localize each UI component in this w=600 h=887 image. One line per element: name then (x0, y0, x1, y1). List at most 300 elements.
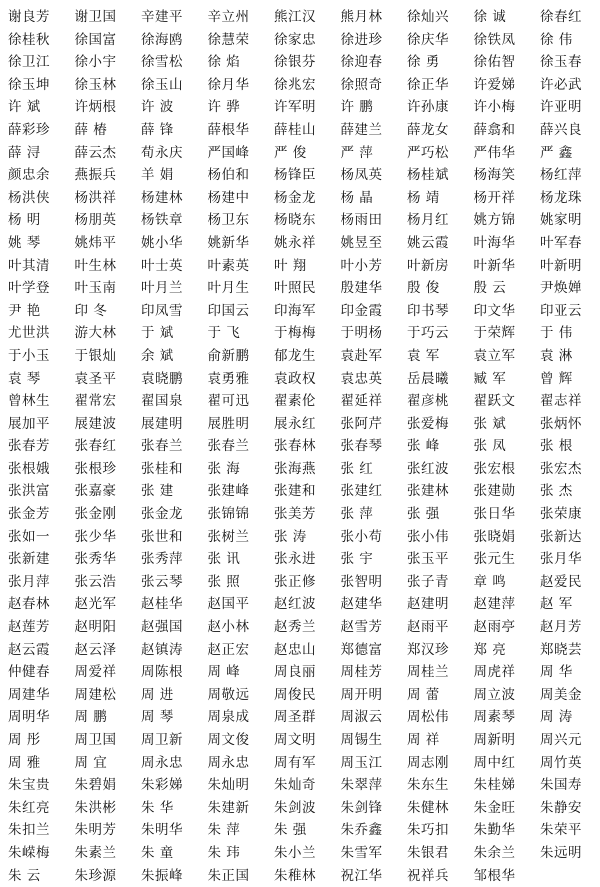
name-entry: 徐桂秋 (8, 31, 50, 48)
name-entry: 辛立州 (207, 9, 250, 25)
name-entry: 朱彩娣 (141, 777, 183, 794)
name-entry: 徐照奇 (340, 76, 383, 93)
name-entry: 杨开祥 (473, 189, 516, 206)
name-entry: 朱振峰 (141, 867, 183, 884)
name-entry: 张春兰 (141, 438, 183, 455)
name-entry: 姚云霞 (407, 234, 449, 251)
name-entry: 张晓娟 (473, 528, 516, 545)
name-entry: 朱剑锋 (340, 799, 383, 816)
name-entry: 杨晓东 (274, 212, 316, 229)
name-entry: 薛翕和 (473, 121, 516, 138)
name-entry: 朱桂娣 (473, 777, 516, 794)
name-entry: 徐玉林 (74, 76, 117, 93)
name-entry: 周陈根 (141, 664, 183, 681)
name-entry: 张 杰 (540, 483, 573, 500)
name-entry: 张海燕 (274, 460, 316, 477)
name-entry: 徐慧荣 (207, 31, 250, 48)
name-entry: 翟志祥 (540, 393, 582, 410)
name-entry: 张炳怀 (540, 415, 582, 432)
name-entry: 杨 明 (8, 212, 41, 229)
name-entry: 周竹英 (540, 754, 582, 771)
name-entry: 袁 琴 (8, 370, 41, 387)
name-entry: 徐 焰 (207, 54, 241, 71)
name-entry: 张春兰 (207, 438, 250, 455)
name-entry: 周 琴 (141, 709, 174, 726)
name-entry: 张爱梅 (407, 415, 449, 432)
name-entry: 袁赴军 (340, 347, 383, 364)
name-entry: 张阿芹 (340, 415, 383, 432)
name-entry: 张 讯 (207, 551, 241, 568)
name-entry: 赵雨平 (407, 619, 449, 636)
name-entry: 赵云霞 (8, 641, 50, 658)
name-entry: 赵建萍 (473, 596, 516, 613)
name-entry: 张玉平 (407, 551, 449, 568)
name-entry: 印金霞 (340, 302, 383, 319)
name-entry: 岳晨曦 (407, 370, 449, 387)
name-entry: 印 冬 (74, 302, 108, 319)
name-entry: 祝祥兵 (407, 867, 449, 884)
name-entry: 张新达 (540, 528, 582, 545)
name-entry: 周 蕾 (407, 686, 440, 703)
name-entry: 杨伯和 (207, 167, 250, 184)
name-entry: 袁 淋 (540, 347, 573, 364)
name-entry: 杨凤英 (340, 167, 383, 184)
name-entry: 谢良芳 (8, 9, 50, 25)
name-entry: 朱健林 (407, 799, 449, 816)
name-entry: 赵明阳 (74, 619, 117, 636)
name-entry: 赵正宏 (207, 641, 250, 658)
name-entry: 周 彤 (8, 732, 41, 748)
name-entry: 朱 云 (8, 867, 41, 884)
name-entry: 余 斌 (141, 347, 174, 364)
name-entry: 张月华 (540, 551, 582, 568)
name-entry: 张嘉豪 (74, 483, 117, 500)
name-entry: 张少华 (74, 528, 117, 545)
name-entry: 薛根华 (207, 121, 250, 138)
name-entry: 徐春红 (540, 9, 582, 25)
name-entry: 朱建新 (207, 799, 250, 816)
name-entry: 邹根华 (473, 867, 516, 884)
name-entry: 袁忠英 (340, 370, 383, 387)
name-entry: 周 进 (141, 686, 174, 703)
name-entry: 周泉成 (207, 709, 250, 726)
name-entry: 赵秀兰 (274, 619, 316, 636)
name-entry: 袁政权 (274, 370, 316, 387)
name-entry: 赵云泽 (74, 641, 117, 658)
name-entry: 严国峰 (207, 144, 250, 161)
name-entry: 赵红波 (274, 596, 316, 613)
name-entry: 周 涛 (540, 709, 573, 726)
name-entry: 周锡生 (340, 732, 383, 748)
name-entry: 张根珍 (74, 460, 117, 477)
name-entry: 杨 靖 (407, 189, 440, 206)
name-entry: 张 萍 (340, 506, 374, 523)
name-entry: 张 海 (207, 460, 241, 477)
name-entry: 曾林生 (8, 393, 50, 410)
name-entry: 朱东生 (407, 777, 449, 794)
name-entry: 周 宜 (74, 754, 108, 771)
name-entry: 翟可迅 (207, 393, 250, 410)
name-entry: 张金刚 (74, 506, 117, 523)
name-entry: 赵雨亭 (473, 619, 516, 636)
name-entry: 叶月兰 (141, 280, 183, 297)
name-entry: 赵莲芳 (8, 619, 50, 636)
name-entry: 张 凤 (473, 438, 507, 455)
name-entry: 徐 勇 (407, 54, 440, 71)
name-entry: 周淑云 (340, 709, 383, 726)
name-entry: 周爱祥 (74, 664, 117, 681)
name-entry: 张红波 (407, 460, 449, 477)
name-entry: 薛云杰 (74, 144, 117, 161)
name-entry: 郁龙生 (274, 347, 316, 364)
name-entry: 张世和 (141, 528, 183, 545)
name-entry: 赵 军 (540, 596, 573, 613)
name-entry: 张 建 (141, 483, 174, 500)
name-entry: 尹 艳 (8, 302, 41, 319)
name-entry: 叶士英 (141, 257, 183, 274)
name-entry: 张元生 (473, 551, 516, 568)
name-entry: 周立波 (473, 686, 516, 703)
name-entry: 郑汉珍 (407, 641, 449, 658)
name-entry: 曾 辉 (540, 370, 573, 387)
name-entry: 张秀华 (74, 551, 117, 568)
name-entry: 展胜明 (207, 415, 250, 432)
name-entry: 于 斌 (141, 325, 174, 342)
name-entry: 张宏根 (473, 460, 516, 477)
name-entry: 徐小宇 (74, 54, 117, 71)
name-entry: 熊月林 (340, 9, 383, 25)
name-entry: 杨 晶 (340, 189, 374, 206)
name-entry: 赵建明 (407, 596, 449, 613)
name-entry: 薛建兰 (340, 121, 383, 138)
name-entry: 荀永庆 (141, 144, 183, 161)
name-entry: 周素琴 (473, 709, 516, 726)
name-entry: 周永忠 (141, 754, 183, 771)
name-entry: 杨朋英 (74, 212, 117, 229)
name-entry: 于荣辉 (473, 325, 516, 342)
name-entry: 张小苟 (340, 528, 383, 545)
name-entry: 周良丽 (274, 664, 316, 681)
name-entry: 赵建华 (340, 596, 383, 613)
name-entry: 张荣康 (540, 506, 582, 523)
name-entry: 姚方锦 (473, 212, 516, 229)
name-entry: 叶 翔 (274, 257, 307, 274)
name-entry: 张秀萍 (141, 551, 183, 568)
name-entry: 姚炜平 (74, 234, 117, 251)
name-entry: 周虎祥 (473, 664, 516, 681)
name-entry: 杨雨田 (340, 212, 383, 229)
name-entry: 许孙康 (407, 99, 449, 116)
name-entry: 张云浩 (74, 573, 117, 590)
name-entry: 翟国泉 (141, 393, 183, 410)
name-entry: 臧 军 (473, 370, 507, 387)
name-entry: 翟延祥 (340, 393, 383, 410)
name-entry: 徐佑智 (473, 54, 516, 71)
name-entry: 薛兴良 (540, 121, 582, 138)
name-entry: 朱珍源 (74, 867, 117, 884)
name-entry: 赵春林 (8, 596, 50, 613)
name-entry: 张智明 (340, 573, 383, 590)
name-entry: 尹焕婵 (540, 280, 582, 297)
name-entry: 赵国平 (207, 596, 250, 613)
name-entry: 薛龙女 (407, 121, 449, 138)
name-entry: 严 鑫 (540, 144, 573, 161)
name-entry: 叶小芳 (340, 257, 383, 274)
name-entry: 张金龙 (141, 506, 183, 523)
name-entry: 张 斌 (473, 415, 507, 432)
name-entry: 展加平 (8, 415, 50, 432)
name-entry: 周 鹏 (74, 709, 108, 726)
name-entry: 展永红 (274, 415, 316, 432)
name-entry: 周敬远 (207, 686, 250, 703)
name-entry: 周俊民 (274, 686, 316, 703)
name-entry: 姚昱至 (340, 234, 383, 251)
name-entry: 叶军春 (540, 234, 582, 251)
name-entry: 徐兆宏 (274, 76, 316, 93)
name-entry: 杨洪祥 (74, 189, 117, 206)
name-entry: 赵雪芳 (340, 619, 383, 636)
name-entry: 周卫新 (141, 732, 183, 748)
name-entry: 张 红 (340, 460, 374, 477)
name-entry: 周志刚 (407, 754, 449, 771)
name-entry: 姚永祥 (274, 234, 316, 251)
name-entry: 徐庆华 (407, 31, 449, 48)
name-entry: 周文俊 (207, 732, 250, 748)
name-entry: 周明华 (8, 709, 50, 726)
name-entry: 印国云 (207, 302, 250, 319)
name-entry: 徐铁凤 (473, 31, 516, 48)
name-entry: 张美芳 (274, 506, 316, 523)
name-entry: 尤世洪 (8, 325, 50, 342)
name-entry: 张建勋 (473, 483, 516, 500)
name-entry: 仲健春 (8, 664, 50, 681)
name-entry: 辛建平 (141, 9, 183, 25)
name-entry: 朱勤华 (473, 822, 516, 839)
name-entry: 周玉江 (340, 754, 383, 771)
name-entry: 许 斌 (8, 99, 41, 116)
name-entry: 叶素英 (207, 257, 250, 274)
name-entry: 朱 童 (141, 844, 174, 861)
name-entry: 殷 俊 (407, 280, 440, 297)
name-entry: 颜忠余 (8, 167, 50, 184)
name-entry: 周建松 (74, 686, 117, 703)
name-entry: 祝江华 (340, 867, 383, 884)
name-entry: 叶新华 (473, 257, 516, 274)
name-entry: 徐 伟 (540, 31, 573, 48)
name-entry: 张新建 (8, 551, 50, 568)
name-entry: 朱碧娟 (74, 777, 117, 794)
name-entry: 于梅梅 (274, 325, 316, 342)
name-entry: 张 宇 (340, 551, 374, 568)
name-entry: 杨铁章 (141, 212, 183, 229)
name-entry: 周美金 (540, 686, 582, 703)
name-entry: 周圣群 (274, 709, 316, 726)
name-entry: 周 华 (540, 664, 573, 681)
name-entry: 徐玉坤 (8, 76, 50, 93)
name-entry: 张宏杰 (540, 460, 582, 477)
name-entry: 俞新鹏 (207, 347, 250, 364)
name-entry: 赵桂华 (141, 596, 183, 613)
name-entry: 严 俊 (274, 144, 307, 161)
name-entry: 朱余兰 (473, 844, 516, 861)
name-entry: 张树兰 (207, 528, 250, 545)
name-entry: 徐 诚 (473, 9, 507, 25)
name-entry: 朱稚林 (274, 867, 316, 884)
name-entry: 张 涛 (274, 528, 307, 545)
name-entry: 严巧松 (407, 144, 449, 161)
name-entry: 姚 琴 (8, 234, 41, 251)
name-entry: 朱素兰 (74, 844, 117, 861)
name-entry: 严 萍 (340, 144, 374, 161)
name-entry: 翟跃文 (473, 393, 516, 410)
name-entry: 徐雪松 (141, 54, 183, 71)
name-entry: 许亚明 (540, 99, 582, 116)
name-entry: 朱 华 (141, 799, 174, 816)
name-entry: 袁圣平 (74, 370, 117, 387)
name-entry: 张 根 (540, 438, 573, 455)
name-entry: 翟彦桃 (407, 393, 449, 410)
name-entry: 朱雪军 (340, 844, 383, 861)
name-entry: 袁 军 (407, 347, 440, 364)
name-entry: 张春琴 (340, 438, 383, 455)
name-entry: 朱 强 (274, 822, 307, 839)
name-entry: 张永进 (274, 551, 316, 568)
name-entry: 杨建林 (141, 189, 183, 206)
name-entry: 徐海鸥 (141, 31, 183, 48)
name-entry: 周 祥 (407, 732, 440, 748)
name-entry: 张云琴 (141, 573, 183, 590)
name-entry: 杨金龙 (274, 189, 316, 206)
name-entry: 严伟华 (473, 144, 516, 161)
name-entry: 张建峰 (207, 483, 250, 500)
name-entry: 朱明华 (141, 822, 183, 839)
name-entry: 叶照民 (274, 280, 316, 297)
name-entry: 张洪富 (8, 483, 50, 500)
name-entry: 赵爱民 (540, 573, 582, 590)
name-entry: 徐进珍 (340, 31, 383, 48)
name-entry: 展建明 (141, 415, 183, 432)
name-entry: 周永忠 (207, 754, 250, 771)
name-entry: 周松伟 (407, 709, 449, 726)
name-entry: 朱翠萍 (340, 777, 383, 794)
name-entry: 游大林 (74, 325, 117, 342)
name-entry: 徐卫江 (8, 54, 50, 71)
name-entry: 张 峰 (407, 438, 440, 455)
name-entry: 杨龙珠 (540, 189, 582, 206)
name-entry: 张 强 (407, 506, 440, 523)
name-entry: 薛 浔 (8, 144, 41, 161)
name-entry: 于小玉 (8, 347, 50, 364)
name-entry: 叶新房 (407, 257, 449, 274)
name-entry: 许 骅 (207, 99, 241, 116)
name-entry: 赵镇涛 (141, 641, 183, 658)
name-entry: 周卫国 (74, 732, 117, 748)
name-entry: 杨海笑 (473, 167, 516, 184)
name-entry: 张日华 (473, 506, 516, 523)
name-entry: 张建和 (274, 483, 316, 500)
name-entry: 张春红 (74, 438, 117, 455)
name-entry: 徐银芬 (274, 54, 316, 71)
name-entry: 许爱娣 (473, 76, 516, 93)
name-entry: 朱灿奇 (274, 777, 316, 794)
name-entry: 周建华 (8, 686, 50, 703)
name-entry: 张如一 (8, 528, 50, 545)
name-entry: 张根娥 (8, 460, 50, 477)
name-entry: 朱宝贵 (8, 777, 50, 794)
name-entry: 周 峰 (207, 664, 241, 681)
name-entry: 展建波 (74, 415, 117, 432)
name-entry: 许 鹏 (340, 99, 374, 116)
name-entry: 印海军 (274, 302, 316, 319)
name-entry: 于银灿 (74, 347, 117, 364)
name-entry: 叶生林 (74, 257, 117, 274)
name-entry: 赵月芳 (540, 619, 582, 636)
name-entry: 于巧云 (407, 325, 449, 342)
name-entry: 于明杨 (340, 325, 383, 342)
name-entry: 张子青 (407, 573, 449, 590)
name-entry: 章 鸣 (473, 573, 507, 590)
name-entry: 郑 亮 (473, 641, 507, 658)
name-entry: 姚新华 (207, 234, 250, 251)
name-entry: 朱国寿 (540, 777, 582, 794)
name-entry: 周文明 (274, 732, 316, 748)
name-entry: 杨卫东 (207, 212, 250, 229)
name-entry: 殷 云 (473, 280, 507, 297)
name-entry: 许必武 (540, 76, 582, 93)
name-entry: 周有军 (274, 754, 316, 771)
name-entry: 朱嵘梅 (8, 844, 50, 861)
name-entry: 袁勇雅 (207, 370, 250, 387)
name-entry: 于 伟 (540, 325, 573, 342)
name-entry: 印文华 (473, 302, 516, 319)
name-entry: 朱灿明 (207, 777, 250, 794)
name-entry: 徐灿兴 (407, 9, 449, 25)
name-entry: 张建林 (407, 483, 449, 500)
name-entry: 朱小兰 (274, 844, 316, 861)
name-entry: 谢卫国 (74, 9, 117, 25)
name-entry: 张春芳 (8, 438, 50, 455)
name-entry: 叶其清 (8, 257, 50, 274)
name-entry: 袁立军 (473, 347, 516, 364)
name-entry: 赵光军 (74, 596, 117, 613)
name-entry: 徐迎春 (340, 54, 383, 71)
name-entry: 徐玉山 (141, 76, 183, 93)
name-entry: 郑德富 (340, 641, 383, 658)
name-entry: 叶学登 (8, 280, 50, 297)
name-entry: 张桂和 (141, 460, 183, 477)
name-entry: 周新明 (473, 732, 516, 748)
name-entry: 朱乔鑫 (340, 822, 383, 839)
name-entry: 张锦锦 (207, 506, 250, 523)
name-entry: 叶月生 (207, 280, 250, 297)
name-entry: 叶新明 (540, 257, 582, 274)
name-entry: 朱 玮 (207, 844, 241, 861)
name-entry: 杨桂斌 (407, 167, 449, 184)
name-entry: 张春林 (274, 438, 316, 455)
name-entry: 张金芳 (8, 506, 50, 523)
name-entry: 张 照 (207, 573, 241, 590)
name-entry: 翟素伦 (274, 393, 316, 410)
name-entry: 周兴元 (540, 732, 582, 748)
name-entry: 赵小林 (207, 619, 250, 636)
name-entry: 朱静安 (540, 799, 582, 816)
name-entry: 翟常宏 (74, 393, 117, 410)
name-entry: 周中红 (473, 754, 516, 771)
name-entry: 赵强国 (141, 619, 183, 636)
name-entry: 徐玉春 (540, 54, 582, 71)
name-entry: 杨红萍 (540, 167, 582, 184)
name-entry: 赵忠山 (274, 641, 316, 658)
